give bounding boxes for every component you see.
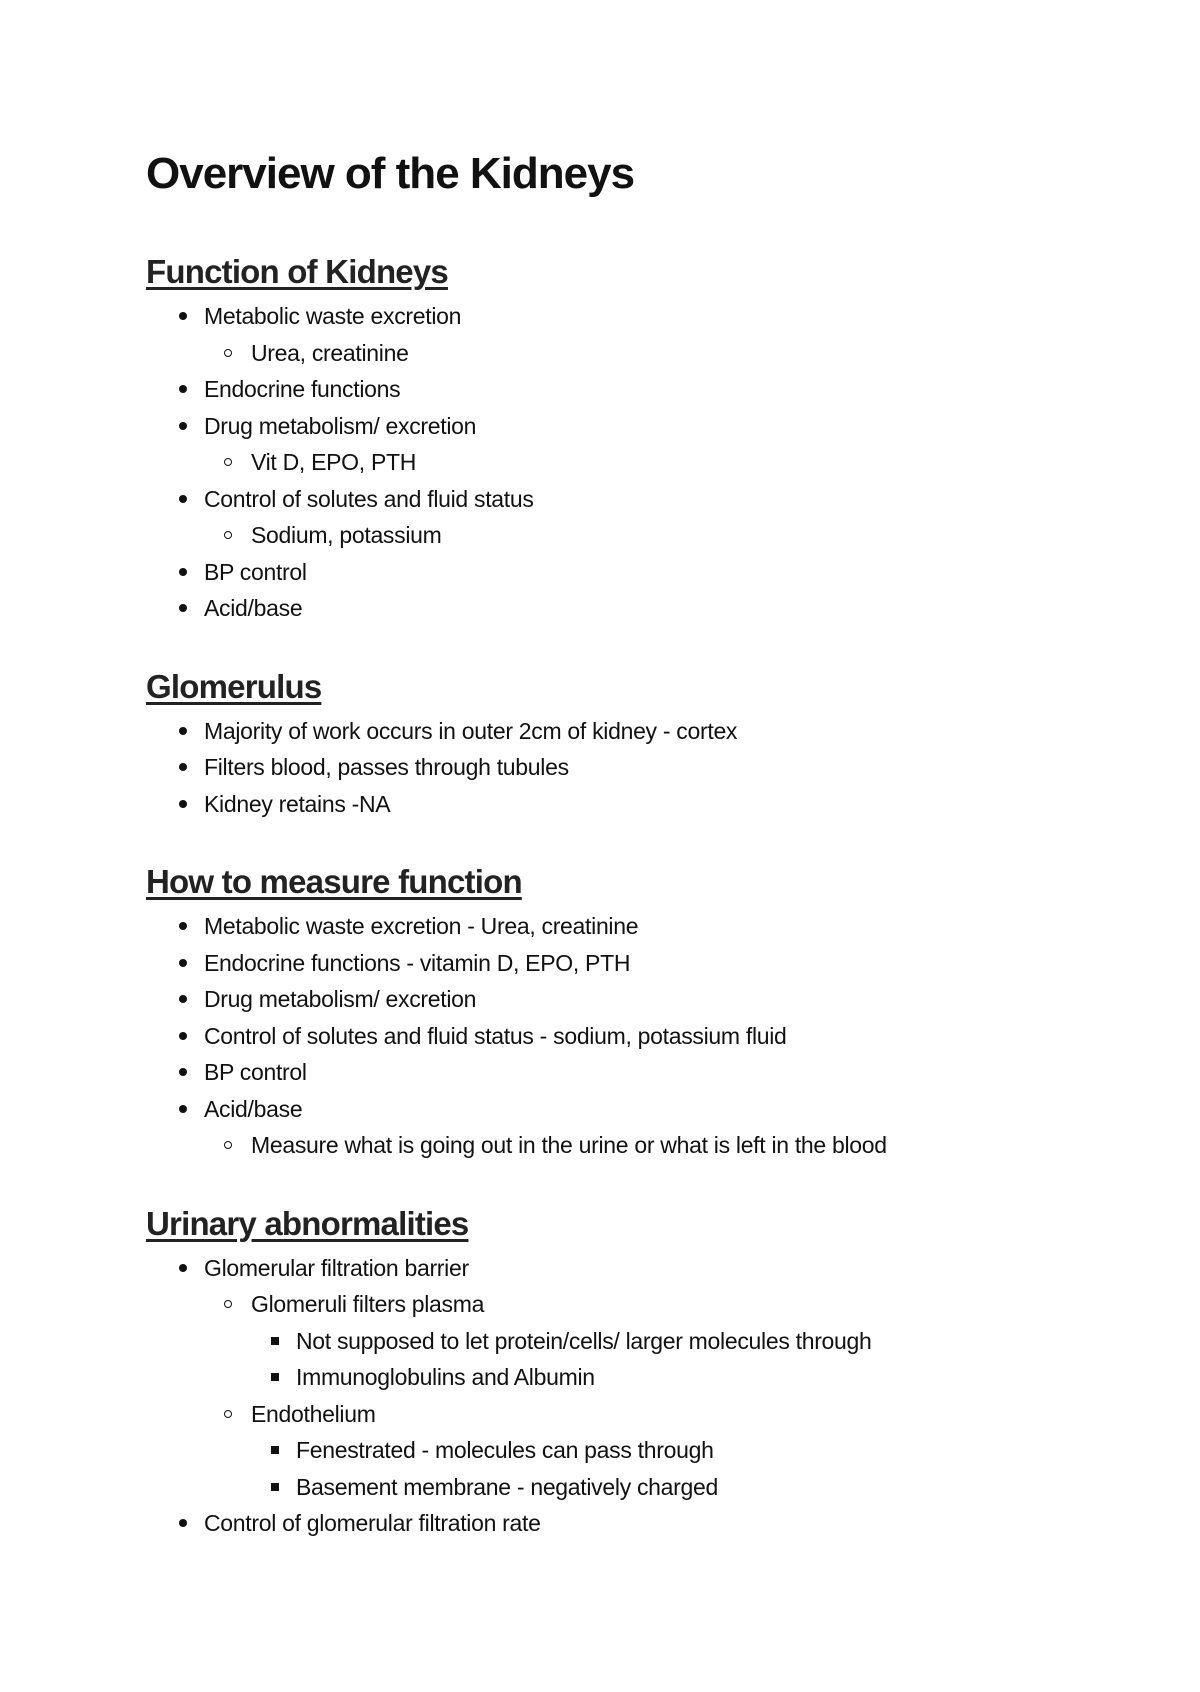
bullet-square-icon (271, 1373, 279, 1381)
list-item-text: Glomerular filtration barrier (204, 1254, 469, 1281)
list-item-text: Urea, creatinine (251, 339, 409, 366)
list-item (146, 335, 1106, 372)
bullet-list (146, 1250, 1106, 1542)
bullet-disc-icon (179, 1068, 187, 1076)
list-item-text: Drug metabolism/ excretion (204, 986, 477, 1012)
list-item-text: Glomeruli filters plasma (251, 1291, 485, 1317)
list-item-text: Endothelium (251, 1400, 376, 1427)
list-item-text: BP control (204, 1059, 307, 1085)
bullet-disc-icon (179, 568, 187, 576)
bullet-list (146, 713, 1106, 823)
section-heading: Urinary abnormalities (146, 1204, 469, 1242)
section-glomerulus (146, 667, 1106, 823)
list-item-text: Measure what is going out in the urine or what is left in the blood (251, 1132, 887, 1158)
list-item (146, 945, 1106, 982)
list-item (146, 444, 1106, 481)
list-item (146, 981, 1106, 1018)
list-item-text: Control of solutes and fluid status (204, 485, 534, 512)
list-item (146, 749, 1106, 786)
bullet-disc-icon (179, 385, 187, 393)
list-item (146, 1286, 1106, 1323)
document-page (146, 148, 1106, 1582)
list-item-text: Majority of work occurs in outer 2cm of kidney - cortex (204, 717, 738, 744)
bullet-list (146, 298, 1106, 627)
list-item-text: Fenestrated - molecules can pass through (296, 1437, 714, 1463)
bullet-disc-icon (179, 1519, 187, 1527)
list-item (146, 1018, 1106, 1055)
list-item (146, 1054, 1106, 1091)
list-item-text: Control of glomerular filtration rate (204, 1510, 541, 1536)
bullet-disc-icon (179, 922, 187, 930)
bullet-disc-icon (179, 800, 187, 808)
bullet-disc-icon (179, 959, 187, 967)
bullet-disc-icon (179, 995, 187, 1003)
list-item (146, 298, 1106, 335)
section-function-of-kidneys (146, 252, 1106, 627)
list-item-text: Acid/base (204, 1095, 303, 1122)
list-item-text: Metabolic waste excretion (204, 303, 462, 329)
list-item-text: Kidney retains -NA (204, 790, 391, 817)
bullet-disc-icon (179, 422, 187, 430)
list-item (146, 1359, 1106, 1396)
list-item (146, 1469, 1106, 1506)
list-item (146, 1250, 1106, 1287)
bullet-disc-icon (179, 1105, 187, 1113)
bullet-disc-icon (179, 1032, 187, 1040)
bullet-disc-icon (179, 312, 187, 320)
section-urinary-abnormalities (146, 1204, 1106, 1542)
list-item (146, 786, 1106, 823)
list-item (146, 1091, 1106, 1128)
list-item-text: Filters blood, passes through tubules (204, 754, 569, 780)
list-item (146, 1127, 1106, 1164)
bullet-square-icon (271, 1483, 279, 1491)
bullet-circle-icon (224, 1141, 232, 1149)
section-heading: Glomerulus (146, 667, 322, 705)
list-item (146, 1432, 1106, 1469)
section-heading: Function of Kidneys (146, 253, 448, 290)
list-item (146, 1323, 1106, 1360)
bullet-circle-icon (224, 531, 232, 539)
list-item-text: Immunoglobulins and Albumin (296, 1364, 595, 1390)
list-item-text: Metabolic waste excretion - Urea, creatinine (204, 913, 639, 939)
page-title: Overview of the Kidneys (146, 149, 635, 198)
list-item-text: Sodium, potassium (251, 522, 442, 548)
list-item-text: Control of solutes and fluid status - sodium, potassium fluid (204, 1022, 787, 1049)
bullet-circle-icon (224, 1300, 232, 1308)
list-item (146, 371, 1106, 408)
list-item-text: Vit D, EPO, PTH (251, 449, 417, 475)
list-item (146, 517, 1106, 554)
list-item (146, 590, 1106, 627)
list-item-text: Acid/base (204, 595, 303, 621)
bullet-disc-icon (179, 495, 187, 503)
bullet-disc-icon (179, 763, 187, 771)
bullet-list (146, 908, 1106, 1164)
section-heading: How to measure function (146, 863, 522, 900)
bullet-disc-icon (179, 727, 187, 735)
list-item (146, 481, 1106, 518)
list-item-text: BP control (204, 558, 307, 585)
bullet-square-icon (271, 1446, 279, 1454)
bullet-square-icon (271, 1337, 279, 1345)
list-item (146, 908, 1106, 945)
list-item-text: Basement membrane - negatively charged (296, 1473, 718, 1500)
bullet-circle-icon (224, 1410, 232, 1418)
list-item-text: Endocrine functions - vitamin D, EPO, PTH (204, 949, 631, 976)
section-how-to-measure-function (146, 862, 1106, 1164)
list-item (146, 1505, 1106, 1542)
list-item-text: Not supposed to let protein/cells/ larger molecules through (296, 1327, 872, 1354)
bullet-disc-icon (179, 1264, 187, 1272)
bullet-disc-icon (179, 604, 187, 612)
list-item (146, 554, 1106, 591)
list-item (146, 408, 1106, 445)
list-item (146, 1396, 1106, 1433)
list-item-text: Endocrine functions (204, 376, 401, 402)
list-item-text: Drug metabolism/ excretion (204, 412, 477, 439)
bullet-circle-icon (224, 349, 232, 357)
bullet-circle-icon (224, 458, 232, 466)
list-item (146, 713, 1106, 750)
